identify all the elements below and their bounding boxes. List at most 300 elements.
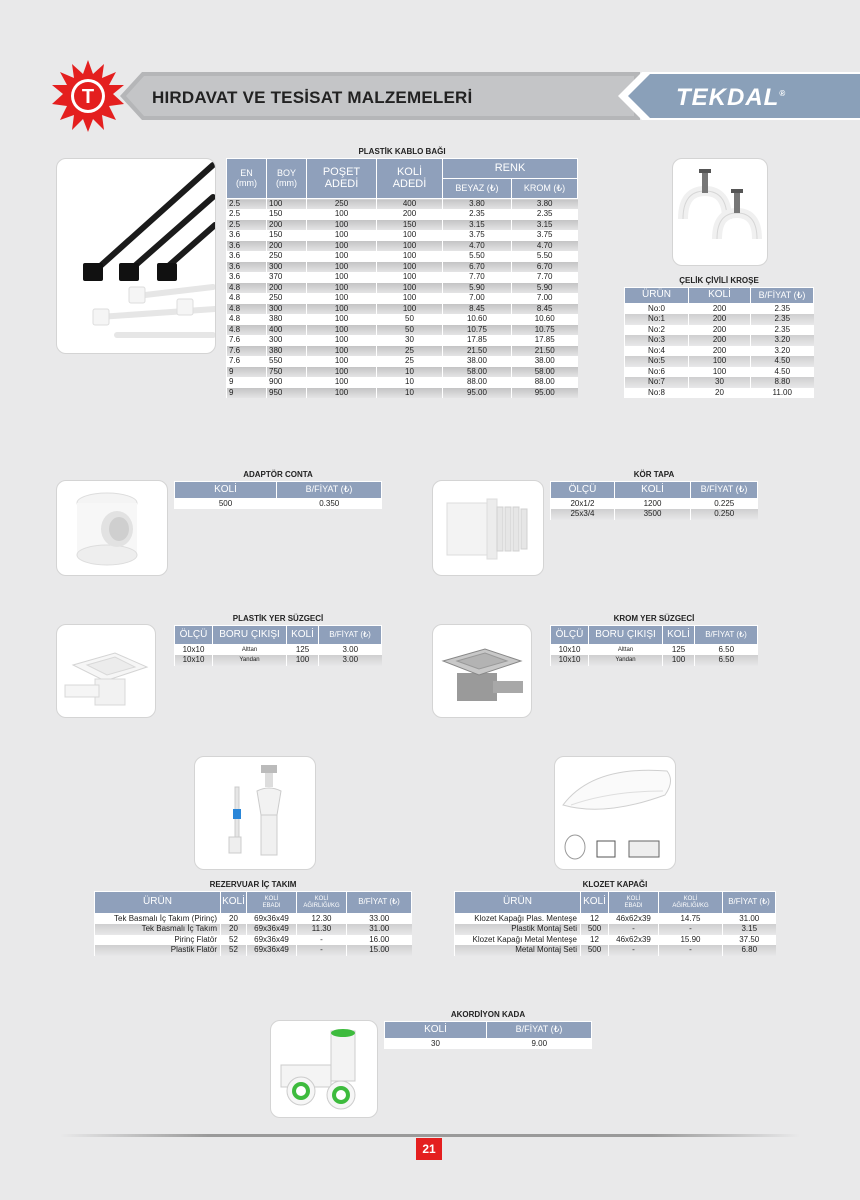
brand-mark: ® — [779, 89, 787, 98]
klozet-photo — [554, 756, 676, 870]
table-cell: 8.80 — [751, 377, 814, 388]
table-cell: 100 — [689, 356, 751, 367]
table-cell: 4.70 — [511, 241, 577, 252]
table-cell: 30 — [689, 377, 751, 388]
section-title-plastik-kablo: PLASTİK KABLO BAĞI — [358, 147, 446, 156]
table-cell: 250 — [267, 293, 307, 304]
table-cell: 2.35 — [751, 314, 814, 325]
table-cell: 100 — [307, 367, 377, 378]
table-cell: 8.45 — [511, 304, 577, 315]
table-row — [625, 346, 814, 357]
table-cell: Alttan — [589, 645, 663, 656]
table-cell: 4.8 — [227, 304, 267, 315]
rezervuar-ic-takim-icon — [195, 757, 316, 870]
table-cell: 200 — [267, 283, 307, 294]
col-krom: KROM (₺) — [511, 179, 577, 199]
table-cell: 400 — [267, 325, 307, 336]
kor-tapa-icon — [433, 481, 544, 576]
table-cell: 14.75 — [659, 914, 723, 925]
table-cell: 5.90 — [511, 283, 577, 294]
table-cell: 950 — [267, 388, 307, 399]
table-cell: 11.00 — [751, 388, 814, 399]
table-cell: 10 — [377, 388, 443, 399]
table-row — [551, 509, 758, 520]
table-cell: No:1 — [625, 314, 689, 325]
table-cell: 4.8 — [227, 283, 267, 294]
section-title-klozet: KLOZET KAPAĞI — [582, 880, 648, 889]
table-cell: 52 — [221, 935, 247, 946]
table-cell: 12.30 — [297, 914, 347, 925]
table-cell: Plastik Montaj Seti — [455, 924, 581, 935]
table-cell: 100 — [307, 220, 377, 231]
table-row — [625, 377, 814, 388]
table-cell: 370 — [267, 272, 307, 283]
table-cell: - — [297, 945, 347, 956]
table-cell: 31.00 — [723, 914, 776, 925]
col-beyaz: BEYAZ (₺) — [443, 179, 512, 199]
table-cell: 100 — [307, 346, 377, 357]
table-cell: Yandan — [213, 655, 287, 666]
kor-tapa-photo — [432, 480, 544, 576]
table-cell: 250 — [267, 251, 307, 262]
logo-letter: T — [81, 86, 95, 108]
table-row — [551, 645, 758, 656]
page-number: 21 — [416, 1138, 442, 1160]
table-cell: 12 — [581, 935, 609, 946]
table-cell: 3.6 — [227, 262, 267, 273]
table-cell: 150 — [267, 209, 307, 220]
table-cell: No:7 — [625, 377, 689, 388]
plastik-kablo-table — [226, 158, 578, 398]
col-olcu: ÖLÇÜ — [175, 626, 213, 645]
table-cell: 8.45 — [443, 304, 512, 315]
krom-yer-photo — [432, 624, 532, 718]
table-row — [227, 325, 578, 336]
table-row — [227, 388, 578, 399]
table-cell: 20 — [689, 388, 751, 399]
table-cell: 10x10 — [175, 655, 213, 666]
table-cell: 25 — [377, 356, 443, 367]
table-cell: 200 — [267, 241, 307, 252]
col-ebadi: KOLİ EBADI — [247, 892, 297, 914]
table-cell: 3.00 — [319, 645, 382, 656]
col-koli: KOLİ — [615, 482, 691, 499]
table-cell: - — [297, 935, 347, 946]
table-cell: 750 — [267, 367, 307, 378]
table-cell: Klozet Kapağı Metal Menteşe — [455, 935, 581, 946]
table-cell: 0.250 — [691, 509, 758, 520]
table-cell: 17.85 — [511, 335, 577, 346]
table-cell: Tek Basmalı İç Takım (Pirinç) — [95, 914, 221, 925]
krom-yer-table — [550, 625, 758, 666]
table-row — [227, 272, 578, 283]
table-cell: 100 — [377, 241, 443, 252]
table-cell: Tek Basmalı İç Takım — [95, 924, 221, 935]
table-cell: 50 — [377, 314, 443, 325]
table-row — [227, 241, 578, 252]
col-ebadi: KOLİ EBADI — [609, 892, 659, 914]
table-row — [385, 1039, 592, 1050]
table-cell: 100 — [377, 272, 443, 283]
table-cell: 100 — [307, 335, 377, 346]
table-cell: 100 — [689, 367, 751, 378]
table-cell: 10 — [377, 377, 443, 388]
table-cell: No:0 — [625, 304, 689, 315]
table-cell: 10x10 — [551, 645, 589, 656]
table-cell: - — [659, 945, 723, 956]
col-urun: ÜRÜN — [625, 288, 689, 304]
table-cell: 31.00 — [347, 924, 412, 935]
table-row — [625, 325, 814, 336]
table-cell: 380 — [267, 314, 307, 325]
table-cell: 10.60 — [511, 314, 577, 325]
table-cell: 16.00 — [347, 935, 412, 946]
table-row — [227, 199, 578, 210]
table-cell: 500 — [175, 499, 277, 510]
table-cell: 250 — [307, 199, 377, 210]
table-cell: 125 — [287, 645, 319, 656]
table-cell: 69x36x49 — [247, 914, 297, 925]
brand-name: TEKDAL — [676, 84, 780, 111]
col-fiyat: B/FİYAT (₺) — [319, 626, 382, 645]
table-cell: 69x36x49 — [247, 945, 297, 956]
table-row — [551, 499, 758, 510]
table-cell: 0.225 — [691, 499, 758, 510]
table-cell: 6.50 — [695, 655, 758, 666]
table-cell: 46x62x39 — [609, 914, 659, 925]
table-row — [455, 924, 776, 935]
table-cell: 15.00 — [347, 945, 412, 956]
section-title-celik-civili: ÇELİK ÇİVİLİ KROŞE — [679, 276, 759, 285]
table-cell: 100 — [377, 230, 443, 241]
table-cell: 52 — [221, 945, 247, 956]
col-olcu: ÖLÇÜ — [551, 482, 615, 499]
table-cell: 2.5 — [227, 209, 267, 220]
table-cell: 1200 — [615, 499, 691, 510]
table-cell: 9 — [227, 377, 267, 388]
table-cell: 7.00 — [511, 293, 577, 304]
col-koli: KOLİ — [221, 892, 247, 914]
section-title-adaptor: ADAPTÖR CONTA — [243, 470, 313, 479]
table-row — [625, 304, 814, 315]
table-row — [227, 251, 578, 262]
table-cell: 125 — [663, 645, 695, 656]
table-cell: 500 — [581, 924, 609, 935]
footer-line — [60, 1134, 800, 1137]
col-koli: KOLİ — [581, 892, 609, 914]
table-cell: 200 — [689, 335, 751, 346]
table-cell: 10x10 — [551, 655, 589, 666]
table-cell: 5.50 — [443, 251, 512, 262]
table-cell: 20 — [221, 924, 247, 935]
table-cell: 100 — [307, 304, 377, 315]
table-cell: 6.50 — [695, 645, 758, 656]
table-cell: 58.00 — [511, 367, 577, 378]
table-row — [95, 924, 412, 935]
table-cell: 5.50 — [511, 251, 577, 262]
table-cell: 7.00 — [443, 293, 512, 304]
table-cell: 3.6 — [227, 241, 267, 252]
table-row — [551, 655, 758, 666]
table-cell: 100 — [307, 293, 377, 304]
table-cell: 7.6 — [227, 335, 267, 346]
table-cell: 100 — [377, 262, 443, 273]
section-title-krom-yer: KROM YER SÜZGECİ — [613, 614, 695, 623]
table-cell: Plastik Flatör — [95, 945, 221, 956]
table-cell: 4.8 — [227, 325, 267, 336]
table-cell: 2.35 — [751, 304, 814, 315]
adaptor-conta-table — [174, 481, 382, 509]
rezervuar-photo — [194, 756, 316, 870]
table-cell: 550 — [267, 356, 307, 367]
table-cell: 95.00 — [443, 388, 512, 399]
adaptor-conta-photo — [56, 480, 168, 576]
col-koli: KOLİ — [663, 626, 695, 645]
table-cell: 46x62x39 — [609, 935, 659, 946]
table-cell: Alttan — [213, 645, 287, 656]
table-cell: 100 — [307, 325, 377, 336]
table-cell: 9.00 — [487, 1039, 592, 1050]
table-cell: 20x1/2 — [551, 499, 615, 510]
table-row — [95, 945, 412, 956]
table-cell: 3.6 — [227, 230, 267, 241]
col-fiyat: B/FİYAT (₺) — [691, 482, 758, 499]
table-cell: 3.80 — [511, 199, 577, 210]
table-cell: 100 — [307, 209, 377, 220]
table-cell: 69x36x49 — [247, 924, 297, 935]
table-cell: 900 — [267, 377, 307, 388]
table-cell: 6.70 — [511, 262, 577, 273]
table-cell: 6.80 — [723, 945, 776, 956]
table-row — [227, 283, 578, 294]
table-cell: 88.00 — [511, 377, 577, 388]
table-row — [227, 209, 578, 220]
table-cell: 38.00 — [443, 356, 512, 367]
table-row — [227, 293, 578, 304]
table-cell: 50 — [377, 325, 443, 336]
section-title-akordiyon: AKORDİYON KADA — [450, 1010, 526, 1019]
col-koli: KOLİ — [175, 482, 277, 499]
table-cell: 20 — [221, 914, 247, 925]
col-en: EN (mm) — [227, 159, 267, 199]
plastik-yer-table — [174, 625, 382, 666]
klozet-table — [454, 891, 776, 956]
table-cell: 7.70 — [443, 272, 512, 283]
table-cell: 25 — [377, 346, 443, 357]
table-row — [175, 655, 382, 666]
table-cell: 3.20 — [751, 335, 814, 346]
table-cell: 100 — [377, 283, 443, 294]
table-cell: 3.00 — [319, 655, 382, 666]
table-cell: 95.00 — [511, 388, 577, 399]
akordiyon-kada-icon — [271, 1021, 378, 1118]
akordiyon-table — [384, 1021, 592, 1049]
table-row — [175, 645, 382, 656]
table-cell: 300 — [267, 262, 307, 273]
rezervuar-table — [94, 891, 412, 956]
table-row — [455, 945, 776, 956]
table-cell: - — [659, 924, 723, 935]
table-cell: 2.35 — [751, 325, 814, 336]
table-cell: 7.70 — [511, 272, 577, 283]
table-cell: 380 — [267, 346, 307, 357]
table-cell: 38.00 — [511, 356, 577, 367]
col-fiyat: B/FİYAT (₺) — [277, 482, 382, 499]
table-cell: 200 — [377, 209, 443, 220]
plastik-yer-photo — [56, 624, 156, 718]
table-cell: - — [609, 924, 659, 935]
table-cell: No:3 — [625, 335, 689, 346]
table-cell: 2.5 — [227, 220, 267, 231]
table-row — [227, 377, 578, 388]
table-cell: 4.50 — [751, 367, 814, 378]
table-cell: 9 — [227, 388, 267, 399]
krom-yer-suzgec-icon — [433, 625, 532, 718]
table-cell: Yandan — [589, 655, 663, 666]
table-cell: 7.6 — [227, 356, 267, 367]
col-olcu: ÖLÇÜ — [551, 626, 589, 645]
table-cell: 200 — [689, 314, 751, 325]
table-cell: 37.50 — [723, 935, 776, 946]
table-cell: 100 — [307, 388, 377, 399]
table-row — [95, 914, 412, 925]
table-row — [625, 388, 814, 399]
table-cell: 9 — [227, 367, 267, 378]
nail-clip-icon — [673, 159, 768, 266]
table-row — [625, 335, 814, 346]
col-fiyat: B/FİYAT (₺) — [751, 288, 814, 304]
table-cell: 100 — [307, 356, 377, 367]
brand-logo — [676, 84, 786, 112]
table-cell: 100 — [307, 272, 377, 283]
table-cell: Metal Montaj Seti — [455, 945, 581, 956]
table-row — [625, 314, 814, 325]
table-cell: Klozet Kapağı Plas. Menteşe — [455, 914, 581, 925]
table-cell: 17.85 — [443, 335, 512, 346]
section-title-rezervuar: REZERVUAR İÇ TAKIM — [209, 880, 297, 889]
table-cell: 21.50 — [443, 346, 512, 357]
table-cell: 15.90 — [659, 935, 723, 946]
table-row — [227, 356, 578, 367]
table-cell: 3.75 — [443, 230, 512, 241]
col-fiyat: B/FİYAT (₺) — [487, 1022, 592, 1039]
table-cell: 10.75 — [443, 325, 512, 336]
col-boru: BORU ÇIKIŞI — [589, 626, 663, 645]
table-row — [227, 314, 578, 325]
col-fiyat: B/FİYAT (₺) — [723, 892, 776, 914]
col-boy: BOY (mm) — [267, 159, 307, 199]
table-cell: 200 — [267, 220, 307, 231]
table-cell: 500 — [581, 945, 609, 956]
table-cell: 100 — [307, 377, 377, 388]
table-cell: 88.00 — [443, 377, 512, 388]
table-row — [227, 346, 578, 357]
table-row — [227, 230, 578, 241]
table-cell: 58.00 — [443, 367, 512, 378]
col-urun: ÜRÜN — [455, 892, 581, 914]
table-row — [175, 499, 382, 510]
table-cell: 5.90 — [443, 283, 512, 294]
table-cell: 200 — [689, 304, 751, 315]
table-cell: - — [609, 945, 659, 956]
table-cell: 0.350 — [277, 499, 382, 510]
cable-tie-photo — [56, 158, 216, 354]
col-poset: POŞET ADEDİ — [307, 159, 377, 199]
table-cell: 3.15 — [511, 220, 577, 231]
table-cell: 12 — [581, 914, 609, 925]
table-cell: 3.6 — [227, 272, 267, 283]
col-koli: KOLİ — [689, 288, 751, 304]
table-cell: 100 — [377, 304, 443, 315]
col-agirlik: KOLİ AĞIRLIĞI/KG — [659, 892, 723, 914]
table-cell: 100 — [377, 251, 443, 262]
table-row — [227, 304, 578, 315]
table-cell: Pirinç Flatör — [95, 935, 221, 946]
table-row — [227, 367, 578, 378]
table-cell: No:4 — [625, 346, 689, 357]
kor-tapa-table — [550, 481, 758, 520]
tekdal-sun-logo-icon — [52, 60, 124, 132]
table-cell: 3500 — [615, 509, 691, 520]
table-cell: 300 — [267, 335, 307, 346]
table-cell: 10 — [377, 367, 443, 378]
table-cell: 4.8 — [227, 314, 267, 325]
plastik-yer-suzgec-icon — [57, 625, 156, 718]
section-title-plastik-yer: PLASTİK YER SÜZGECİ — [232, 614, 324, 623]
table-cell: 100 — [307, 283, 377, 294]
table-row — [625, 356, 814, 367]
table-cell: 30 — [385, 1039, 487, 1050]
table-cell: No:6 — [625, 367, 689, 378]
col-koli: KOLİ ADEDİ — [377, 159, 443, 199]
table-row — [95, 935, 412, 946]
table-row — [227, 335, 578, 346]
table-row — [227, 220, 578, 231]
cable-tie-icon — [57, 159, 216, 354]
table-cell: 150 — [377, 220, 443, 231]
table-cell: 2.5 — [227, 199, 267, 210]
table-cell: 3.20 — [751, 346, 814, 357]
table-cell: 100 — [267, 199, 307, 210]
table-row — [455, 935, 776, 946]
table-cell: 150 — [267, 230, 307, 241]
table-cell: 2.35 — [443, 209, 512, 220]
col-agirlik: KOLİ AĞIRLIĞI/KG — [297, 892, 347, 914]
table-cell: 100 — [307, 230, 377, 241]
table-cell: 100 — [307, 262, 377, 273]
table-cell: 100 — [377, 293, 443, 304]
table-cell: 100 — [307, 241, 377, 252]
table-cell: 100 — [663, 655, 695, 666]
table-row — [227, 262, 578, 273]
table-cell: 4.50 — [751, 356, 814, 367]
table-row — [455, 914, 776, 925]
table-cell: 10x10 — [175, 645, 213, 656]
table-cell: 100 — [307, 251, 377, 262]
table-cell: 3.15 — [723, 924, 776, 935]
klozet-kapagi-icon — [555, 757, 676, 870]
table-cell: 3.6 — [227, 251, 267, 262]
table-cell: 33.00 — [347, 914, 412, 925]
col-boru: BORU ÇIKIŞI — [213, 626, 287, 645]
table-cell: 6.70 — [443, 262, 512, 273]
col-urun: ÜRÜN — [95, 892, 221, 914]
table-cell: 2.35 — [511, 209, 577, 220]
col-koli: KOLİ — [385, 1022, 487, 1039]
table-cell: 4.8 — [227, 293, 267, 304]
col-koli: KOLİ — [287, 626, 319, 645]
table-cell: 200 — [689, 346, 751, 357]
